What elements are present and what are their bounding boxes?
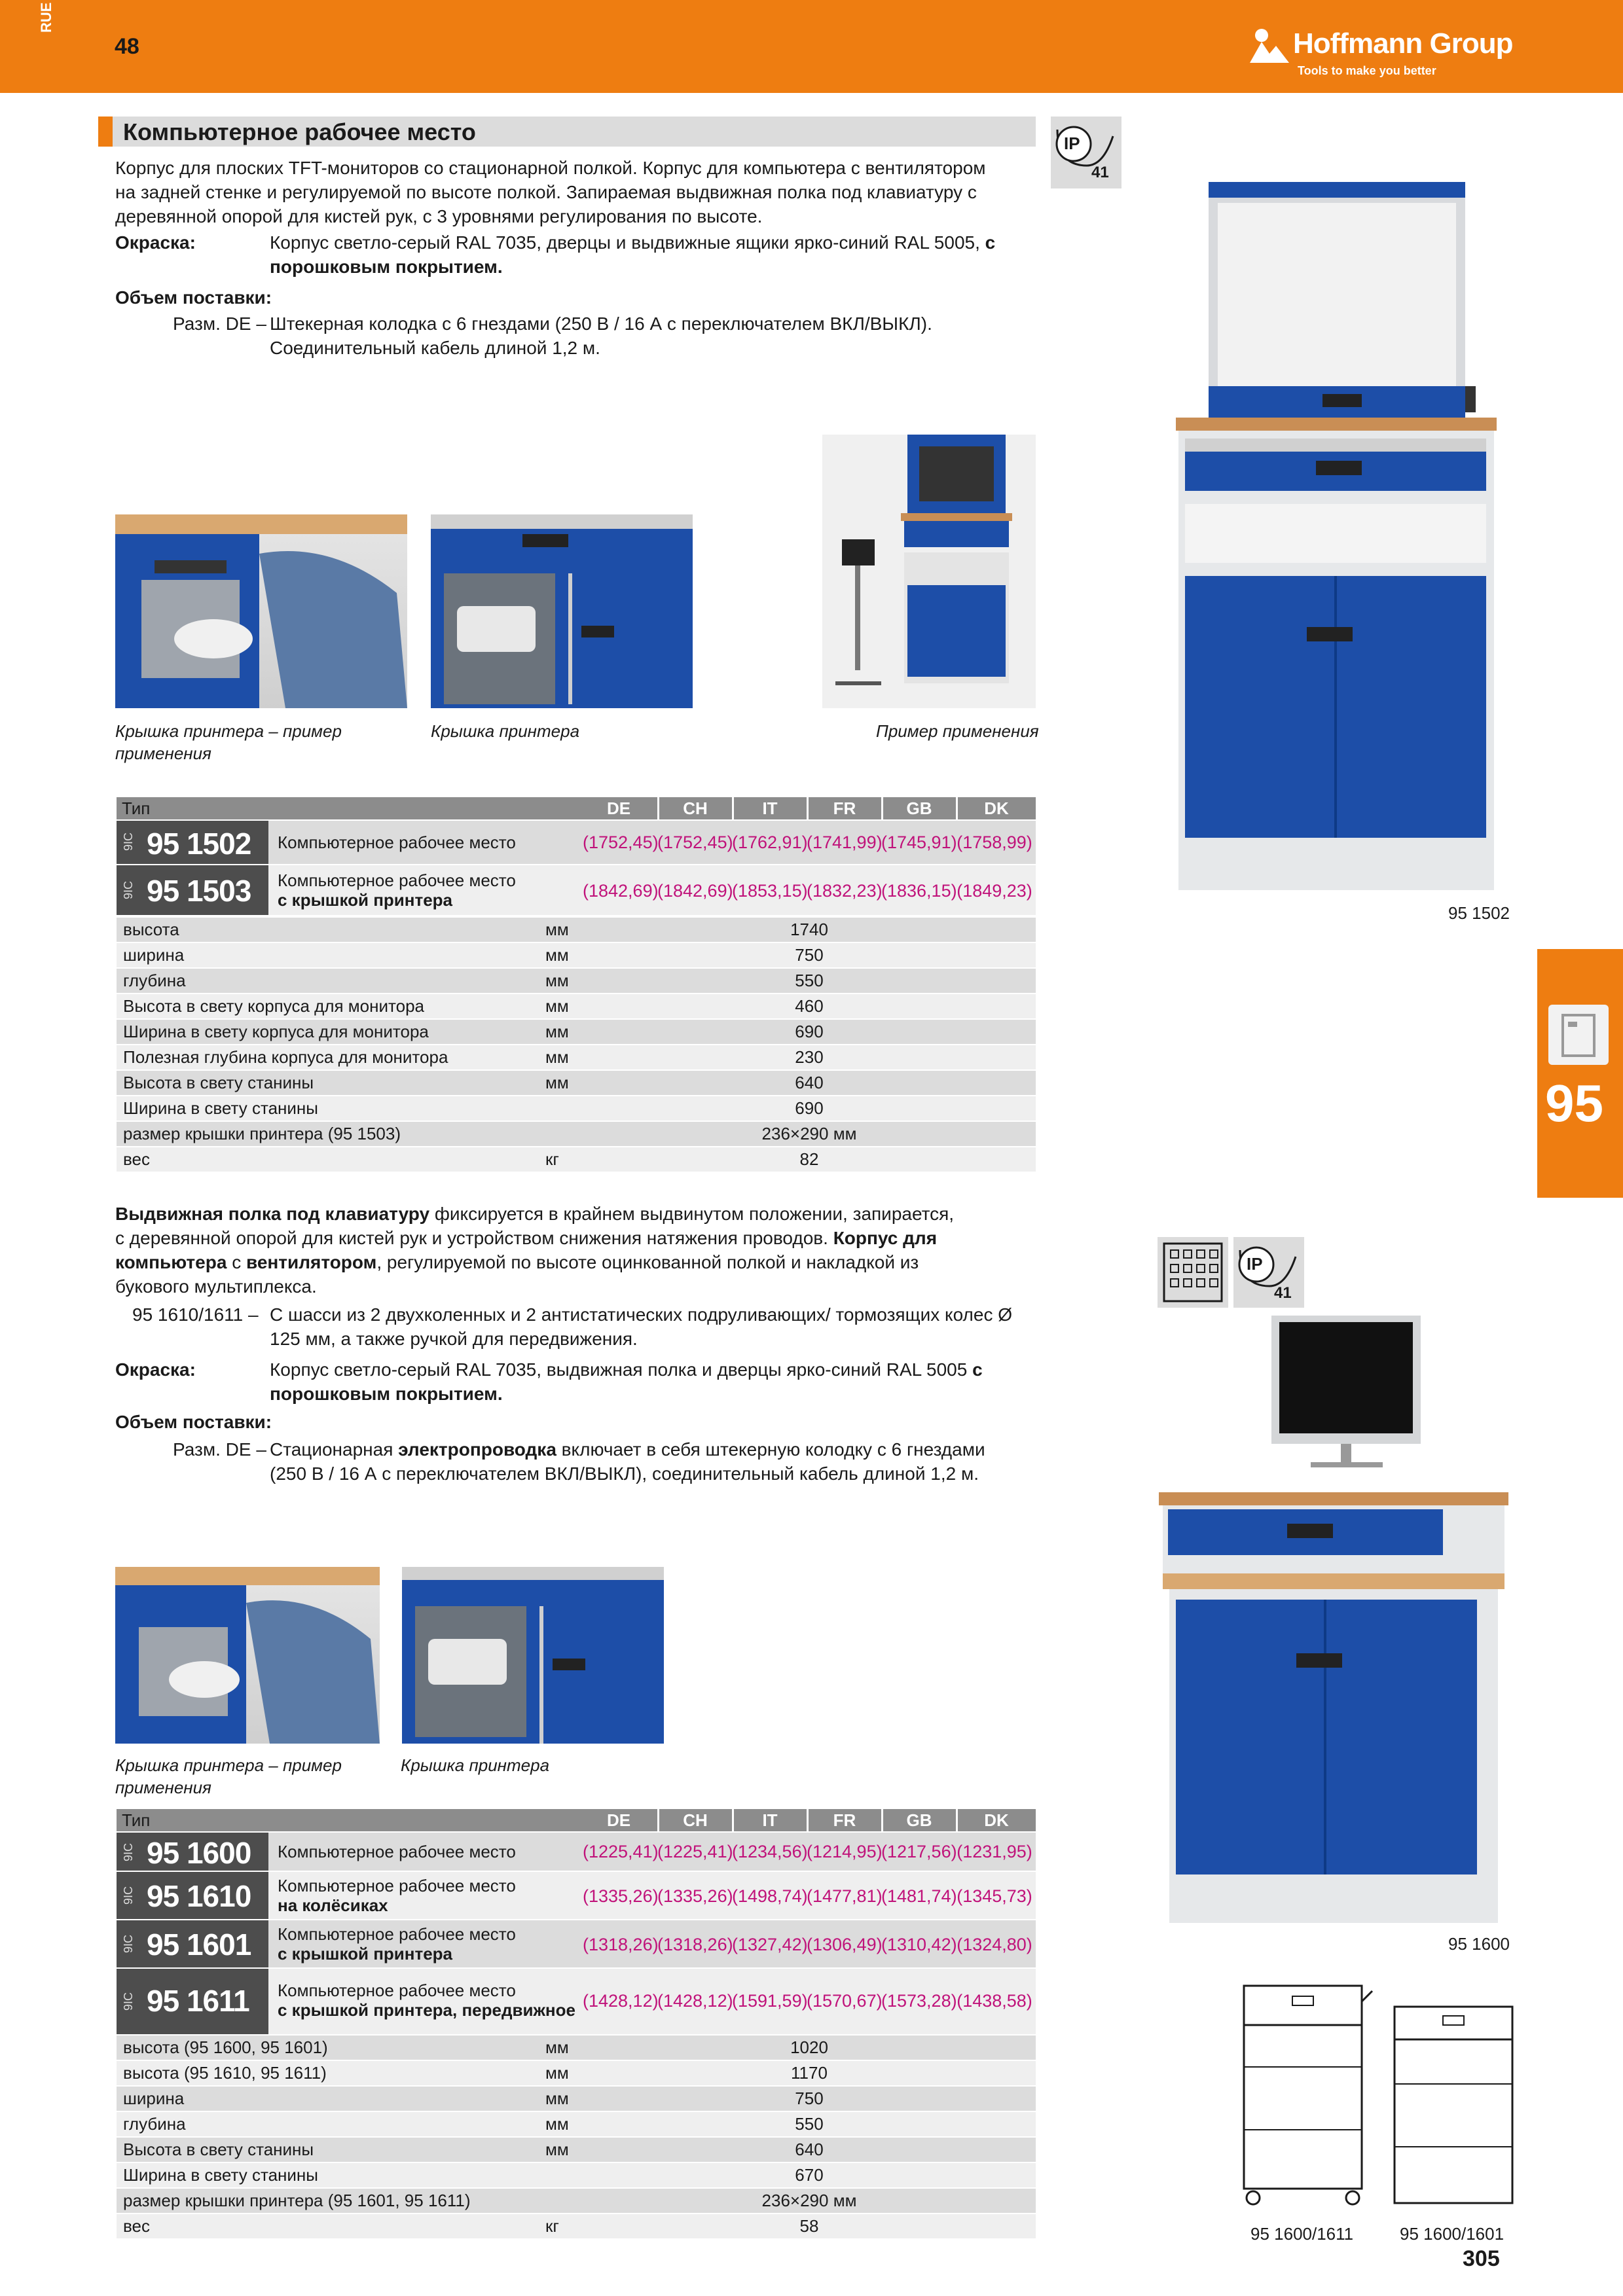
- col-fr: FR: [807, 797, 881, 819]
- caption-line: применения: [115, 744, 211, 763]
- spec-row: [117, 2163, 1036, 2189]
- spec-value: 82: [799, 1149, 819, 1169]
- spec-row: [117, 1096, 1036, 1122]
- price-ch: (1752,45): [657, 833, 733, 852]
- spec-unit: мм: [545, 1022, 569, 1041]
- article-prefix: 9IC: [122, 880, 135, 899]
- article-prefix: 9IC: [122, 1842, 135, 1861]
- col-ch: CH: [657, 797, 731, 819]
- article-number: 95 1600: [147, 1836, 251, 1870]
- scope-text: Стационарная: [270, 1439, 393, 1460]
- paint-text: [270, 230, 995, 255]
- ip-label: IP: [1064, 134, 1080, 153]
- spec-unit: мм: [545, 1073, 569, 1092]
- spec-value: 670: [795, 2165, 824, 2185]
- product-image-label-95-1600: 95 1600: [1448, 1934, 1510, 1954]
- spec-value: 230: [795, 1047, 824, 1067]
- table-row: [117, 865, 1036, 916]
- article-prefix: 9IC: [122, 1992, 135, 2011]
- price-ch: (1335,26): [657, 1886, 733, 1906]
- spec-label: размер крышки принтера (95 1503): [123, 1124, 401, 1143]
- price-dk: (1758,99): [957, 833, 1032, 852]
- desc-text: фиксируется в крайнем выдвинутом положении, запирается,: [434, 1204, 955, 1224]
- section1-intro: [115, 156, 1045, 228]
- article-number: 95 1610: [147, 1879, 251, 1913]
- price-fr: (1570,67): [807, 1991, 883, 2011]
- article-prefix: 9IC: [122, 1886, 135, 1905]
- price-de: (1428,12): [583, 1991, 659, 2011]
- type-header: Тип: [122, 798, 151, 818]
- intro-line: деревянной опорой для кистей рук, с 3 уровнями регулирования по высоте.: [115, 206, 763, 226]
- section2-description: [115, 1202, 1045, 1299]
- desc-text: , регулируемой по высоте оцинкованной полкой и накладкой из: [376, 1252, 919, 1272]
- scope-prefix: Разм. DE –: [173, 314, 266, 334]
- spec-unit: мм: [545, 1047, 569, 1067]
- price-ch: (1428,12): [657, 1991, 733, 2011]
- table-row: [117, 821, 1036, 865]
- scope-prefix: Разм. DE –: [173, 1439, 266, 1460]
- spec-value: 58: [799, 2216, 819, 2236]
- paint-text-2: порошковым покрытием.: [270, 1384, 503, 1404]
- photo-printer-cover-usage: [115, 514, 407, 708]
- desc-text: с деревянной опорой для кистей рук и устройством снижения натяжения проводов.: [115, 1228, 828, 1248]
- scope-label: Объем поставки:: [115, 287, 272, 308]
- spec-label: Ширина в свету станины: [123, 1098, 318, 1118]
- spec-value: 236×290 мм: [761, 1124, 857, 1143]
- spec-label: ширина: [123, 945, 185, 965]
- desc-line: [115, 1202, 1045, 1226]
- price-gb: (1217,56): [881, 1842, 957, 1861]
- price-it: (1234,56): [732, 1842, 808, 1861]
- article-number: 95 1503: [147, 874, 251, 908]
- spec-label: высота: [123, 920, 179, 939]
- table-row: [117, 1833, 1036, 1872]
- spec-row: [117, 2087, 1036, 2112]
- article-cell: [117, 1872, 268, 1919]
- ip-label: IP: [1247, 1254, 1263, 1274]
- spec-value: 1170: [791, 2063, 828, 2083]
- col-ch: CH: [657, 1809, 731, 1831]
- section-accent: [98, 117, 113, 147]
- price-gb: (1481,74): [881, 1886, 957, 1906]
- type-header: Тип: [122, 1810, 151, 1830]
- caption-line: применения: [115, 1778, 211, 1797]
- paint-label: Окраска:: [115, 1359, 196, 1380]
- product-name-variant: на колёсиках: [278, 1895, 388, 1915]
- perforated-panel-icon: [1158, 1237, 1228, 1308]
- scope-text-2: Соединительный кабель длиной 1,2 м.: [270, 338, 600, 358]
- price-de: (1752,45): [583, 833, 659, 852]
- table1-header: [117, 797, 1036, 819]
- spec-value: 640: [795, 1073, 824, 1092]
- spec-value: 1740: [790, 920, 828, 939]
- spec-value: 1020: [790, 2037, 828, 2057]
- scope-text-1: [270, 1437, 985, 1462]
- caption-application: Пример применения: [876, 721, 1039, 741]
- spec-row: [117, 2189, 1036, 2214]
- cabinet-category-icon: [1548, 1005, 1609, 1065]
- price-dk: (1324,80): [957, 1935, 1032, 1954]
- ip-value: 41: [1091, 164, 1109, 181]
- table-row: [117, 1920, 1036, 1969]
- price-dk: (1438,58): [957, 1991, 1032, 2011]
- paint-text: [270, 1357, 983, 1382]
- price-de: (1335,26): [583, 1886, 659, 1906]
- product-name: Компьютерное рабочее место: [278, 870, 516, 890]
- spec-unit: мм: [545, 2063, 569, 2083]
- photo-printer-cover-usage-2: [115, 1567, 380, 1744]
- article-cell: [117, 1969, 268, 2034]
- article-prefix: 9IC: [122, 832, 135, 851]
- price-ch: (1842,69): [657, 881, 733, 901]
- price-fr: (1477,81): [807, 1886, 883, 1906]
- spec-unit: мм: [545, 971, 569, 990]
- spec-label: высота (95 1610, 95 1611): [123, 2063, 327, 2083]
- product-image-95-1502: [1152, 177, 1525, 890]
- price-fr: (1306,49): [807, 1935, 883, 1954]
- spec-value: 640: [795, 2140, 824, 2159]
- spec-value: 460: [795, 996, 824, 1016]
- spec-label: вес: [123, 2216, 150, 2236]
- brand-tagline: Tools to make you better: [1298, 64, 1436, 77]
- price-fr: (1214,95): [807, 1842, 883, 1861]
- caption-printer-cover-2: Крышка принтера: [401, 1755, 550, 1775]
- spec-label: высота (95 1600, 95 1601): [123, 2037, 328, 2057]
- price-it: (1591,59): [732, 1991, 808, 2011]
- spec-row: [117, 2214, 1036, 2240]
- brand-name: Hoffmann Group: [1293, 27, 1513, 60]
- drawing-95-1600-1611: [1237, 1982, 1381, 2211]
- paint-text-line: Корпус светло-серый RAL 7035, выдвижная полка и дверцы ярко-синий RAL 5005: [270, 1359, 968, 1380]
- spec-label: вес: [123, 1149, 150, 1169]
- article-number: 95 1502: [147, 827, 251, 861]
- price-gb: (1573,28): [881, 1991, 957, 2011]
- chassis-text-2: 125 мм, а также ручкой для передвижения.: [270, 1329, 638, 1349]
- col-it: IT: [732, 797, 806, 819]
- photo-printer-cover-2: [402, 1567, 664, 1744]
- spec-row: [117, 943, 1036, 969]
- spec-value: 690: [795, 1098, 824, 1118]
- scope-text-1: Штекерная колодка с 6 гнездами (250 В / 16 А с переключателем ВКЛ/ВЫКЛ).: [270, 314, 932, 334]
- col-fr: FR: [807, 1809, 881, 1831]
- col-it: IT: [732, 1809, 806, 1831]
- photo-printer-cover: [431, 514, 693, 708]
- paint-text-2: порошковым покрытием.: [270, 257, 503, 277]
- desc-bold: Корпус для: [833, 1228, 938, 1248]
- desc-line: [115, 1250, 1045, 1274]
- spec-row: [117, 1147, 1036, 1173]
- desc-bold: вентилятором: [246, 1252, 377, 1272]
- spec-row: [117, 994, 1036, 1020]
- col-dk: DK: [956, 797, 1035, 819]
- spec-unit: мм: [545, 945, 569, 965]
- ip-rating-box: [1051, 117, 1122, 188]
- spec-row: [117, 969, 1036, 994]
- spec-row: [117, 2061, 1036, 2087]
- spec-label: Полезная глубина корпуса для монитора: [123, 1047, 448, 1067]
- caption-printer-usage: [115, 720, 342, 764]
- paint-label: Окраска:: [115, 232, 196, 253]
- caption-line: Крышка принтера – пример: [115, 1755, 342, 1775]
- desc-bold: Выдвижная полка под клавиатуру: [115, 1204, 430, 1224]
- drawing-label-1601: 95 1600/1601: [1400, 2224, 1504, 2244]
- paint-text-line: Корпус светло-серый RAL 7035, дверцы и выдвижные ящики ярко-синий RAL 5005,: [270, 232, 980, 253]
- table-row: [117, 1872, 1036, 1920]
- spec-value: 550: [795, 971, 824, 990]
- col-de: DE: [606, 798, 631, 818]
- ip-rating-box: [1233, 1237, 1304, 1308]
- price-it: (1853,15): [732, 881, 808, 901]
- product-name: Компьютерное рабочее место: [278, 1981, 516, 2000]
- price-de: (1842,69): [583, 881, 659, 901]
- article-cell: [117, 865, 268, 915]
- desc-line: букового мультиплекса.: [115, 1276, 317, 1297]
- price-dk: (1345,73): [957, 1886, 1032, 1906]
- spec-label: Ширина в свету станины: [123, 2165, 318, 2185]
- spec-label: глубина: [123, 971, 186, 990]
- spec-unit: кг: [545, 2216, 559, 2236]
- price-gb: (1310,42): [881, 1935, 957, 1954]
- article-number: 95 1601: [147, 1928, 251, 1962]
- spec-value: 750: [795, 2089, 824, 2108]
- spec-unit: кг: [545, 1149, 559, 1169]
- drawing-95-1600-1601: [1389, 2003, 1520, 2210]
- spec-row: [117, 918, 1036, 943]
- product-name-variant: с крышкой принтера: [278, 1944, 453, 1964]
- caption-line: Крышка принтера – пример: [115, 721, 342, 741]
- price-it: (1762,91): [732, 833, 808, 852]
- desc-bold: компьютера: [115, 1252, 227, 1272]
- col-gb: GB: [881, 797, 955, 819]
- product-image-95-1600: [1156, 1312, 1516, 1927]
- caption-printer-usage-2: [115, 1754, 342, 1799]
- spec-label: Высота в свету корпуса для монитора: [123, 996, 425, 1016]
- language-code: RUE: [38, 2, 54, 33]
- price-it: (1498,74): [732, 1886, 808, 1906]
- page-number-top: 48: [115, 34, 139, 59]
- article-cell: [117, 1920, 268, 1967]
- article-prefix: 9IC: [122, 1934, 135, 1953]
- table2-header: [117, 1809, 1036, 1831]
- desc-line: [115, 1226, 1045, 1250]
- spec-unit: мм: [545, 2037, 569, 2057]
- chapter-number: 95: [1545, 1074, 1603, 1132]
- price-gb: (1836,15): [881, 881, 957, 901]
- paint-text-bold: с: [985, 232, 996, 253]
- table-row: [117, 1969, 1036, 2036]
- scope-label: Объем поставки:: [115, 1412, 272, 1432]
- col-de: DE: [606, 1810, 631, 1830]
- spec-label: Высота в свету станины: [123, 2140, 314, 2159]
- spec-label: Ширина в свету корпуса для монитора: [123, 1022, 429, 1041]
- price-dk: (1231,95): [957, 1842, 1032, 1861]
- spec-label: ширина: [123, 2089, 185, 2108]
- spec-row: [117, 2036, 1036, 2061]
- price-de: (1318,26): [583, 1935, 659, 1954]
- chassis-text-1: С шасси из 2 двухколенных и 2 антистатических подруливающих/ тормозящих колес Ø: [270, 1304, 1013, 1325]
- article-cell: [117, 821, 268, 864]
- product-name: Компьютерное рабочее место: [278, 1924, 516, 1944]
- spec-unit: мм: [545, 920, 569, 939]
- spec-row: [117, 1020, 1036, 1045]
- spec-unit: мм: [545, 2089, 569, 2108]
- product-name-variant: с крышкой принтера: [278, 890, 453, 910]
- spec-value: 690: [795, 1022, 824, 1041]
- spec-row: [117, 1045, 1036, 1071]
- spec-row: [117, 1122, 1036, 1147]
- intro-line: Корпус для плоских TFT-мониторов со стационарной полкой. Корпус для компьютера с вентилятором: [115, 158, 986, 178]
- spec-unit: мм: [545, 2140, 569, 2159]
- chassis-prefix: 95 1610/1611 –: [132, 1304, 259, 1325]
- caption-printer-cover: Крышка принтера: [431, 721, 580, 741]
- ip-rating-icon: [1051, 117, 1122, 188]
- ip-value: 41: [1274, 1284, 1292, 1302]
- spec-label: размер крышки принтера (95 1601, 95 1611): [123, 2191, 471, 2210]
- paint-text-bold: с: [972, 1359, 983, 1380]
- spec-value: 750: [795, 945, 824, 965]
- price-ch: (1318,26): [657, 1935, 733, 1954]
- intro-line: на задней стенке и регулируемой по высоте полкой. Запираемая выдвижная полка под клавиатуру с: [115, 182, 977, 202]
- spec-label: Высота в свету станины: [123, 1073, 314, 1092]
- section1-title: Компьютерное рабочее место: [123, 118, 476, 145]
- page-number-bottom: 305: [1463, 2246, 1500, 2271]
- scope-text: включает в себя штекерную колодку с 6 гнездами: [561, 1439, 985, 1460]
- hoffmann-logo-icon: [1247, 26, 1293, 64]
- price-ch: (1225,41): [657, 1842, 733, 1861]
- price-de: (1225,41): [583, 1842, 659, 1861]
- spec-value: 550: [795, 2114, 824, 2134]
- product-image-label-95-1502: 95 1502: [1448, 903, 1510, 923]
- ip-rating-icon: [1233, 1237, 1304, 1308]
- article-number: 95 1611: [147, 1984, 249, 2018]
- desc-text: с: [232, 1252, 242, 1272]
- product-name: Компьютерное рабочее место: [278, 833, 516, 852]
- product-name: Компьютерное рабочее место: [278, 1842, 516, 1861]
- mobile-icon-box: [1158, 1237, 1228, 1308]
- spec-row: [117, 2138, 1036, 2163]
- col-dk: DK: [956, 1809, 1035, 1831]
- product-name-variant: с крышкой принтера, передвижное: [278, 2000, 575, 2020]
- photo-application-example: [822, 435, 1036, 708]
- col-gb: GB: [881, 1809, 955, 1831]
- spec-label: глубина: [123, 2114, 186, 2134]
- product-name: Компьютерное рабочее место: [278, 1876, 516, 1895]
- price-gb: (1745,91): [881, 833, 957, 852]
- spec-unit: мм: [545, 2114, 569, 2134]
- scope-text-2: (250 В / 16 А с переключателем ВКЛ/ВЫКЛ), соединительный кабель длиной 1,2 м.: [270, 1463, 979, 1484]
- spec-row: [117, 1071, 1036, 1096]
- spec-value: 236×290 мм: [761, 2191, 857, 2210]
- spec-unit: мм: [545, 996, 569, 1016]
- price-fr: (1741,99): [807, 833, 883, 852]
- spec-row: [117, 2112, 1036, 2138]
- scope-bold: электропроводка: [398, 1439, 556, 1460]
- drawing-label-1611: 95 1600/1611: [1250, 2224, 1354, 2244]
- price-it: (1327,42): [732, 1935, 808, 1954]
- price-fr: (1832,23): [807, 881, 883, 901]
- price-dk: (1849,23): [957, 881, 1032, 901]
- article-cell: [117, 1833, 268, 1871]
